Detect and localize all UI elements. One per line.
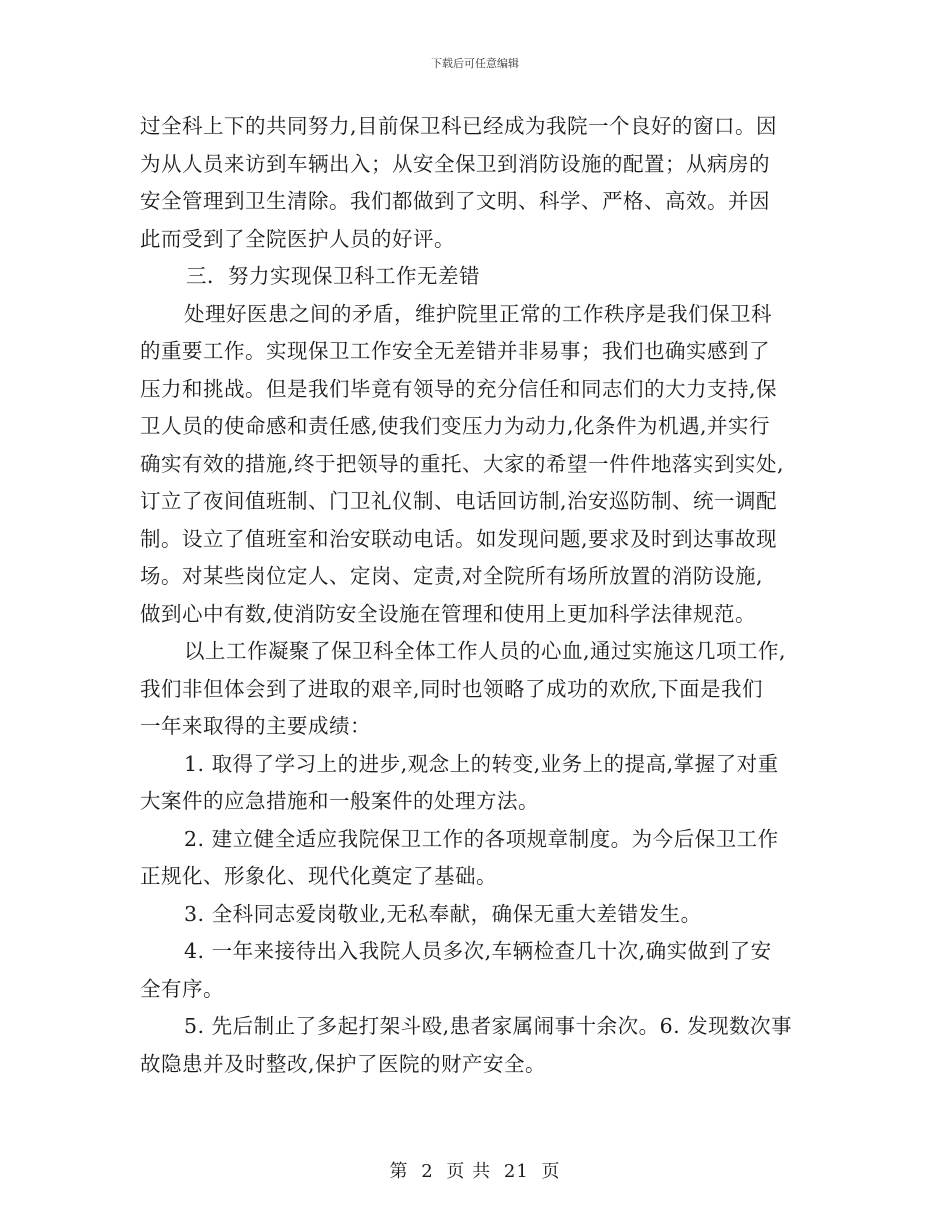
footer-suffix: 页 bbox=[541, 1161, 561, 1182]
paragraph-line: 我们非但体会到了进取的艰辛,同时也领略了成功的欢欣,下面是我们 bbox=[140, 676, 764, 701]
list-item: 5. 先后制止了多起打架斗殴,患者家属闹事十余次。6. 发现数次事 bbox=[184, 1014, 793, 1038]
paragraph-line: 确实有效的措施,终于把领导的重托、大家的希望一件件地落实到实处, bbox=[140, 451, 785, 476]
paragraph-line: 以上工作凝聚了保卫科全体工作人员的心血,通过实施这几项工作, bbox=[184, 639, 787, 663]
document-body bbox=[140, 108, 812, 1083]
paragraph-line: 做到心中有数,使消防安全设施在管理和使用上更加科学法律规范。 bbox=[140, 601, 757, 626]
list-item: 4. 一年来接待出入我院人员多次,车辆检查几十次,确实做到了安 bbox=[184, 939, 772, 963]
page-header-note: 下载后可任意编辑 bbox=[431, 57, 519, 70]
paragraph-line: 一年来取得的主要成绩： bbox=[140, 714, 371, 738]
list-item-continuation: 正规化、形象化、现代化奠定了基础。 bbox=[140, 864, 497, 888]
paragraph-line: 处理好医患之间的矛盾，维护院里正常的工作秩序是我们保卫科 bbox=[184, 301, 772, 326]
paragraph-line: 制。设立了值班室和治安联动电话。如发现问题,要求及时到达事故现 bbox=[140, 526, 778, 551]
paragraph-line: 此而受到了全院医护人员的好评。 bbox=[140, 226, 455, 251]
list-item: 1. 取得了学习上的进步,观念上的转变,业务上的提高,掌握了对重 bbox=[184, 751, 779, 776]
total-pages-number: 21 bbox=[503, 1161, 529, 1182]
list-item: 2. 建立健全适应我院保卫工作的各项规章制度。为今后保卫工作 bbox=[184, 826, 779, 851]
paragraph-line: 为从人员来访到车辆出入；从安全保卫到消防设施的配置；从病房的 bbox=[140, 151, 770, 176]
paragraph-line: 过全科上下的共同努力,目前保卫科已经成为我院一个良好的窗口。因 bbox=[140, 114, 778, 138]
paragraph-line: 场。对某些岗位定人、定岗、定责,对全院所有场所放置的消防设施, bbox=[140, 564, 764, 588]
list-item-continuation: 故隐患并及时整改,保护了医院的财产安全。 bbox=[140, 1051, 547, 1076]
page-number-footer bbox=[0, 1157, 950, 1183]
list-item: 3. 全科同志爱岗敬业,无私奉献，确保无重大差错发生。 bbox=[184, 901, 702, 926]
list-item-continuation: 大案件的应急措施和一般案件的处理方法。 bbox=[140, 789, 539, 813]
list-item-continuation: 全有序。 bbox=[140, 976, 224, 1001]
footer-middle: 页 共 bbox=[446, 1161, 492, 1182]
paragraph-line: 的重要工作。实现保卫工作安全无差错并非易事；我们也确实感到了 bbox=[140, 339, 770, 363]
paragraph-line: 订立了夜间值班制、门卫礼仪制、电话回访制,治安巡防制、统一调配 bbox=[140, 489, 778, 513]
paragraph-line: 安全管理到卫生清除。我们都做到了文明、科学、严格、高效。并因 bbox=[140, 189, 770, 213]
current-page-number: 2 bbox=[421, 1161, 434, 1182]
paragraph-line: 压力和挑战。但是我们毕竟有领导的充分信任和同志们的大力支持,保 bbox=[140, 376, 778, 401]
section-heading: 三．努力实现保卫科工作无差错 bbox=[186, 264, 480, 288]
footer-prefix: 第 bbox=[389, 1161, 409, 1182]
paragraph-line: 卫人员的使命感和责任感,使我们变压力为动力,化条件为机遇,并实行 bbox=[140, 414, 771, 438]
